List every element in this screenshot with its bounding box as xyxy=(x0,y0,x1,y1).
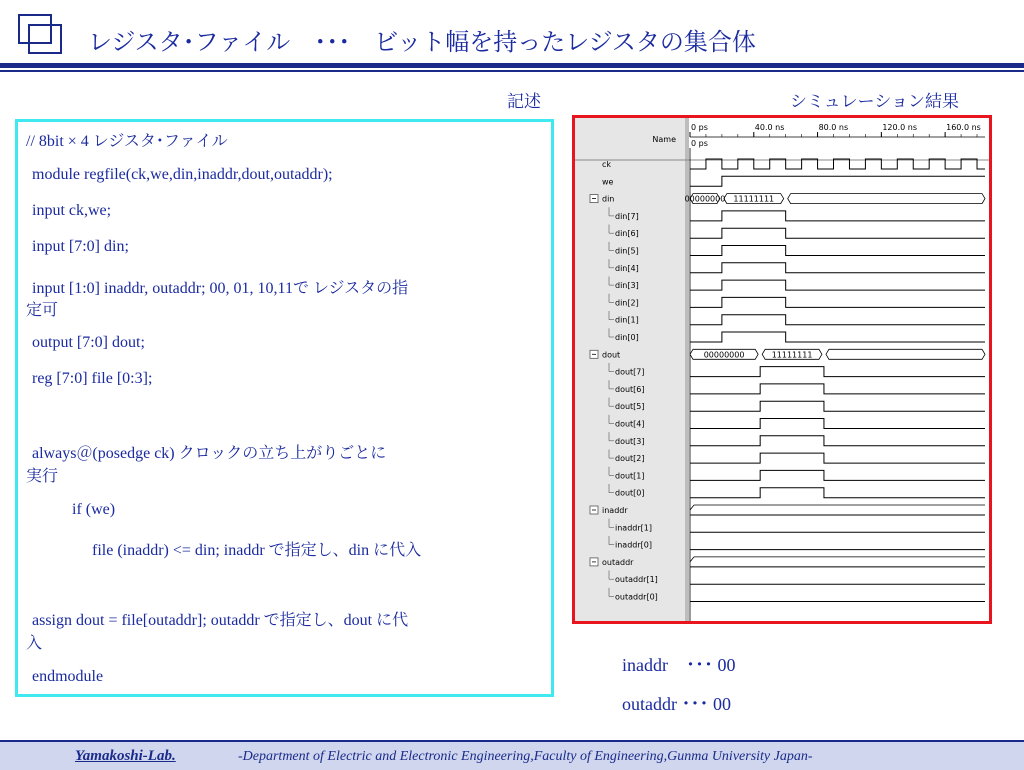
code-line: reg [7:0] file [0:3]; xyxy=(32,370,153,387)
signal-name: din[6] xyxy=(615,229,639,239)
signal-name: inaddr[1] xyxy=(615,523,652,533)
signal-name: din[7] xyxy=(615,211,639,221)
title-rule-thin xyxy=(0,70,1024,72)
result-outaddr: outaddr ･･･ 00 xyxy=(622,694,731,714)
signal-name: inaddr[0] xyxy=(615,540,652,550)
bit-wave xyxy=(690,246,985,256)
signal-name: din[0] xyxy=(615,333,639,342)
slide-title: レジスタ･ファイル ･･･ ビット幅を持ったレジスタの集合体 xyxy=(88,28,756,56)
bit-wave xyxy=(690,453,985,463)
code-line: input ck,we; xyxy=(32,202,112,219)
code-line: file (inaddr) <= din; inaddr で指定し、din に代入 xyxy=(92,542,422,559)
signal-name: dout xyxy=(602,350,621,360)
bus-segment xyxy=(788,194,985,204)
bit-wave xyxy=(690,419,985,429)
time-label: 80.0 ns xyxy=(818,123,849,132)
footer xyxy=(0,740,1024,770)
signal-name: din[3] xyxy=(615,281,639,291)
label-code: 記述 xyxy=(507,92,541,112)
signal-name: outaddr xyxy=(602,557,634,567)
title-rule xyxy=(0,63,1024,68)
bit-wave xyxy=(690,384,985,394)
code-line: 実行 xyxy=(26,468,59,485)
signal-name: outaddr[0] xyxy=(615,592,658,602)
bit-wave xyxy=(690,401,985,411)
bit-wave xyxy=(690,297,985,307)
code-line: always＠(posedge ck) クロックの立ち上がりごとに xyxy=(32,445,387,462)
bit-wave xyxy=(690,176,985,186)
code-line: if (we) xyxy=(72,501,116,518)
bit-wave xyxy=(690,280,985,290)
code-line: endmodule xyxy=(32,668,104,685)
signal-name: din[5] xyxy=(615,246,639,256)
code-line: module regfile(ck,we,din,inaddr,dout,outaddr); xyxy=(32,166,333,183)
code-line: assign dout = file[outaddr]; outaddr で指定し、dout に代 xyxy=(32,612,409,629)
bus-value: 00000000 xyxy=(684,194,726,204)
signal-name: outaddr[1] xyxy=(615,575,658,585)
signal-name: we xyxy=(602,177,614,187)
bit-wave xyxy=(690,488,985,498)
simulation-panel xyxy=(572,115,992,624)
signal-name: dout[6] xyxy=(615,384,645,394)
bus-start xyxy=(690,505,694,510)
signal-name: dout[1] xyxy=(615,471,645,481)
bit-wave xyxy=(690,263,985,273)
code-line: input [7:0] din; xyxy=(32,238,129,255)
bit-wave xyxy=(690,315,985,325)
signal-name: din[2] xyxy=(615,298,639,308)
bit-wave xyxy=(690,228,985,238)
signal-name: dout[7] xyxy=(615,367,645,377)
bus-segment xyxy=(826,349,985,359)
code-line: // 8bit × 4 レジスタ･ファイル xyxy=(26,133,228,150)
name-header: Name xyxy=(652,135,676,144)
bus-value: 11111111 xyxy=(733,194,775,204)
waveform-view xyxy=(575,118,989,621)
code-line: input [1:0] inaddr, outaddr; 00, 01, 10,11で レジスタの指 xyxy=(32,280,409,297)
code-line: 定可 xyxy=(26,302,59,319)
bus-value: 00000000 xyxy=(703,350,745,360)
bit-wave xyxy=(690,367,985,377)
time-label: 120.0 ns xyxy=(882,123,918,132)
bit-wave xyxy=(690,470,985,480)
footer-lab: Yamakoshi-Lab. xyxy=(75,748,176,764)
signal-name: inaddr xyxy=(602,506,628,515)
bit-wave xyxy=(690,332,985,342)
time-label: 0 ps xyxy=(691,123,708,132)
signal-name: dout[2] xyxy=(615,454,645,464)
signal-name: ck xyxy=(602,160,612,169)
code-box xyxy=(15,119,554,697)
signal-name: dout[5] xyxy=(615,402,645,412)
label-sim: シミュレーション結果 xyxy=(790,92,959,112)
bit-wave xyxy=(690,436,985,446)
signal-name: dout[0] xyxy=(615,488,645,498)
bus-value: 11111111 xyxy=(771,350,813,360)
signal-name: din[4] xyxy=(615,263,639,273)
time-label: 160.0 ns xyxy=(946,123,981,132)
bit-wave xyxy=(690,211,985,221)
bus-start xyxy=(690,557,694,562)
time-label: 40.0 ns xyxy=(754,123,785,132)
signal-name: din xyxy=(602,194,615,204)
code-line: 入 xyxy=(26,635,43,652)
signal-name: din[1] xyxy=(615,315,639,325)
signal-name: dout[4] xyxy=(615,419,645,429)
footer-dept: -Department of Electric and Electronic Engineering,Faculty of Engineering,Gunma University Japan- xyxy=(238,749,813,764)
signal-name: dout[3] xyxy=(615,436,645,446)
result-inaddr: inaddr ･･･ 00 xyxy=(622,655,736,675)
logo-icon xyxy=(18,14,62,54)
pane-splitter xyxy=(685,118,689,621)
code-line: output [7:0] dout; xyxy=(32,334,145,351)
cursor-label: 0 ps xyxy=(691,139,708,148)
